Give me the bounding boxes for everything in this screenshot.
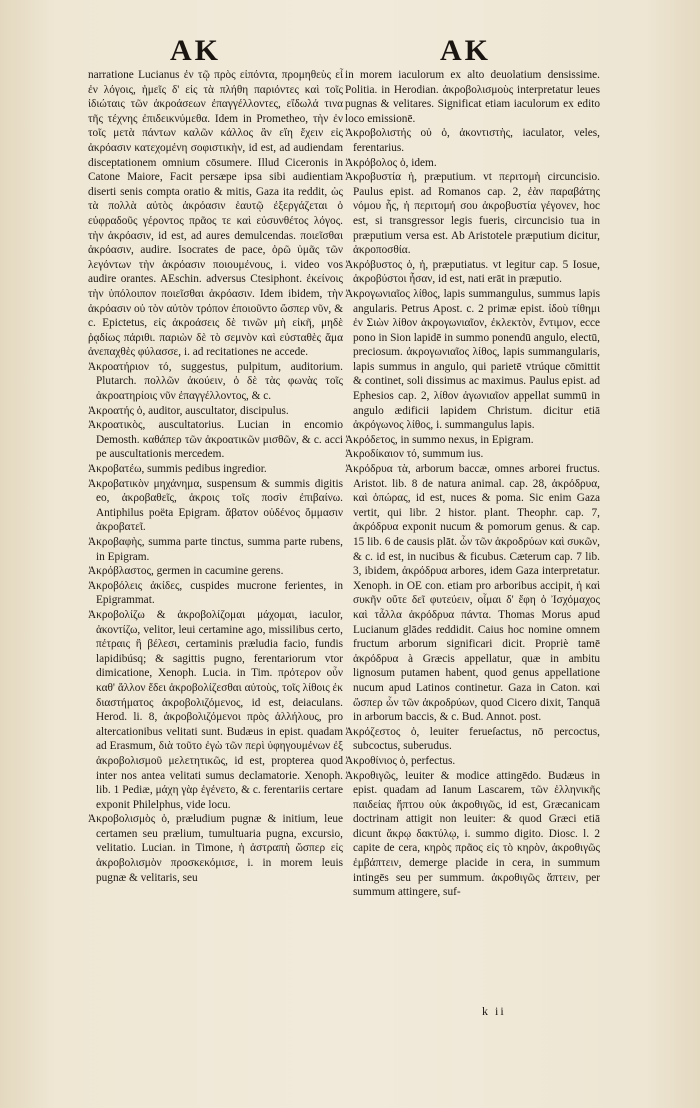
entry: Ἀκροβολιστής οὐ ὁ, ἀκοντιστὴς, iaculator, veles, ferentarius. bbox=[345, 127, 600, 154]
entry: Ἀκρόδρυα τὰ, arborum baccæ, omnes arborei fructus. Aristot. lib. 8 de natura animal. cap. 28, ἀκρόδρυα, καὶ ὀπώρας, id est, nuces & poma. Sic enim Gaza vertit, qui libr. 2 histor. plant. Theophr. cap. 7, ἀκρόδρυα exponit nucum & pomorum genus. & cap. 15 lib. 6 de causis plāt. ὧν τῶν ἀκροδρύων καὶ συκῶν, & c. id est, in nucibus & ficubus. Cæterum cap. 7 lib. 3, ibidem, ἀκρόδρυα arbores, idem Gaza interpretatur. Xenoph. in OE con. etiam pro arboribus accipit, ἡ καὶ συκῆν οὔτε δεῖ φυτεύειν, οἶμαι δ' ἔφη ὁ Ἰσχόμαχος καὶ τἆλλα ἀκρόδρυα πάντα. Thomas Morus apud Lucianum glādes reddidit. Caius hoc nomine omnem fructum arborum significari dicit. Propriè tamē ἀκρόδρυα à Græcis appellatur, quæ in ambitu lignosum putamen habent, quod genus appellatione nucum apud Latinos continetur. Gaza in Caton. καὶ ὥσπερ ὧν τῶν ἀκροδρύων, quod Cicero dixit, Tanquā in arborum baccis, & c. Bud. Annot. post. bbox=[345, 463, 600, 724]
entry: Ἀκροβολισμὸς ὁ, præludium pugnæ & initium, leue certamen seu prælium, tumultuaria pugna, excursio, velitatio. Lucian. in Timone, ἡ ἀστραπὴ ὥσπερ εἰς ἀκροβολισμὸν προσκεκόμισε, i. in morem leuis pugnæ & velitaris, seu bbox=[88, 813, 343, 884]
entry: Ἀκρόβλαστος, germen in cacumine gerens. bbox=[88, 565, 284, 578]
entry: Ἀκροατής ὁ, auditor, auscultator, discipulus. bbox=[88, 404, 289, 417]
entry: Ἀκροβατικὸν μηχάνημα, suspensum & summis digitis eo, ἀκροβαθεῖς, ἀκροις τοῖς ποσὶν ἐπιβαίνω. Antiphilus poëta Epigram. ἄβατον οὐδένος ὄμμασιν ἀκροβατεῖ. bbox=[88, 477, 343, 534]
entry: Ἀκροβολίζω & ἀκροβολίζομαι μάχομαι, iaculor, ἀκοντίζω, velitor, leui certamine ago, missilibus certo, πέτραις ἢ βέλεσι, certaminis præludia facio, fundis lapidibúsq; & sagittis pugno, ferentariorum vtor dimicatione, Xenoph. Lucia. in Tim. πρότερον οὖν καθ' ἄλλον ἔδει ἀκροβολίζεσθαι αὐτοὺς, τοῖς λίθοις ἐκ διαστήματος ἀκροβολιζόμενος, id est, deiaculans. Herod. li. 8, ἀκροβολιζόμενοι πρὸς ἀλλήλους, pro altercationibus velitati sunt. Budæus in epist. quadam ad Erasmum, διὰ τοῦτο ἐγὼ τῶν περὶ ὑφηγουμένων ἐξ ἀκροβολισμοῦ μελετητικῶς, id est, propterea quod inter nos antea velitati sumus declamatorie. Xenoph. lib. 1 Pediæ, μάχη γὰρ ἐγένετο, & c. ferentariis certare exponit Philelphus, vide locu. bbox=[88, 608, 343, 811]
entry: Ἀκρόβολος ὁ, idem. bbox=[345, 156, 437, 169]
entry: Ἀκροβόλεις ἀκίδες, cuspides mucrone ferientes, in Epigrammat. bbox=[88, 579, 343, 607]
entry: narratione Lucianus ἐν τῷ πρὸς εἰπόντα, προμηθεὺς εἶ ἐν λόγοις, ἡμεῖς δ' εἰς τὰ πλήθη παριόντες καὶ τοῖς ἰδιώταις τῶν ἀκροάσεων ἐπαγγέλλοντες, εἴδωλά τινα τῆς τέχνης ἐπιδεικνύμεθα. Idem in Prometheo, τὴν ἐν τοῖς μετὰ πάντων καλῶν κάλλος ἂν εἴη ἔχειν εἰς ἀκρόασιν κατεχομένη σοφιστικὴν, id est, ad audiendam disceptationem omnium cōsumere. Illud Ciceronis in Catone Maiore, Facit persæpe ipsa sibi audientiam diserti senis compta oratio & mitis, Gaza ita reddit, ὡς τὰ πολλὰ αὐτὸς ἀκρόασιν ἑαυτῷ ἐξεργάζεται ὁ εὐφραδοῦς γέροντος πρᾶος τε καὶ εὐσυνθέτος λόγος. τὴν ἀκρόασιν, id est, ad aures demulcendas. ποιεῖσθαι ἀκρόασιν, audire. Isocrates de pace, ὁρῶ ὑμᾶς τῶν λεγόντων τὴν ἀκρόασιν ποιουμένους, i. video vos audire orantes. AEschin. adversus Ctesiphont. ἐκείνοις τὴν ὑπόλοιπον ποιεῖσθαι ἀκρόασιν. Idem ibidem, τὴν ἀκρόασιν οὐ τὸν αὐτὸν τρόπον ἐποιοῦντο ὥσπερ νῦν, & c. Epictetus, εἰς ἀκροάσεις δὲ τινῶν μὴ εἰκῆ, μηδὲ ῥᾳδίως πάριθι. παριὼν δὲ τὸ σεμνὸν καὶ εὐσταθὲς ἅμα ἀνεπαχθὲς φύλασσε, i. ad recitationes ne accede. bbox=[88, 69, 343, 359]
entry: Ἀκροατήριον τό, suggestus, pulpitum, auditorium. Plutarch. πολλῶν ἀκούειν, ὁ δὲ τὰς φωνὰς τοῖς ἀκροατηρίοις νῦν ἐπαγγέλλοντος, & c. bbox=[88, 360, 343, 403]
entry: Ἀκροθίνιος ὁ, perfectus. bbox=[345, 754, 456, 767]
entry: Ἀκρόβυστος ὁ, ἡ, præputiatus. vt legitur cap. 5 Iosue, ἀκροβύστοι ἦσαν, id est, nati erāt in præputio. bbox=[345, 258, 600, 286]
entry: Ἀκροθιγῶς, leuiter & modice attingēdo. Budæus in epist. quadam ad Ianum Lascarem, τῶν ἑλληνικῆς παιδείας ἥπτου οὐκ ἀκροθιγῶς, id est, Græcanicam doctrinam attigit non leuiter: & quod Græci etiā dicunt ἄκρῳ δακτύλῳ, i. summo digito. Diosc. l. 2 capite de cera, κηρὸς πρᾶος εἰς τὸ κηρὸν, ἀκροθιγῶς ἐμβάπτειν, demerge placide in cera, in summum intingēs seu per summum. ἀκροθιγῶς ἅπτειν, per summum attingere, suf- bbox=[345, 769, 600, 899]
column-gutter bbox=[338, 68, 339, 998]
signature-mark: k ii bbox=[482, 1004, 506, 1018]
running-head-left: AK bbox=[170, 34, 221, 67]
right-column bbox=[345, 68, 600, 900]
left-column bbox=[88, 68, 343, 885]
entry: Ἀκροατικὸς, auscultatorius. Lucian in encomio Demosth. καθάπερ τῶν ἀκροατικῶν μισθῶν, & c. acci pe auscultationis mercedem. bbox=[88, 419, 343, 461]
entry: Ἀκρόδετος, in summo nexus, in Epigram. bbox=[345, 433, 534, 446]
entry: Ἀκροβυστία ἡ, præputium. vt περιτομὴ circuncisio. Paulus epist. ad Romanos cap. 2, ἐὰν παραβάτης νόμου ἧς, ἡ περιτομή σου ἀκροβυστία γέγονεν, hoc est, si transgressor legis fueris, circuncisio tua in præputium versa est. Ab Aristotele præputium dicitur, ἀκροποσθία. bbox=[345, 171, 600, 257]
entry: Ἀκρόζεστος ὁ, leuiter ferueſactus, nō percoctus, subcoctus, suberudus. bbox=[345, 725, 600, 753]
entry: Ἀκροδίκαιον τό, summum ius. bbox=[345, 448, 484, 461]
running-head-right: AK bbox=[440, 34, 491, 67]
entry: Ἀκροβατέω, summis pedibus ingredior. bbox=[88, 463, 267, 476]
entry: Ἀκροβαφὴς, summa parte tinctus, summa parte rubens, in Epigram. bbox=[88, 536, 343, 563]
entry: Ἀκρογωνιαῖος λίθος, lapis summangulus, summus lapis angularis. Petrus Apost. c. 2 primæ epist. ἰδοὺ τίθημι ἐν Σιὼν λίθον ἀκρογωνιαῖον, ἐκλεκτὸν, ἔντιμον, ecce pono in Sion lapidē in summo ponendū angulo, electū, preciosum. ἀκρογωνιαῖος λίθος, lapis summangularis, lapis summus in angulo, qui parietē vtrúque cōmittit & continet, soli dissimus ac maximus. Paulus epist. ad Ephesios cap. 2, λίθον ἀγωνιαῖον appellat summū in angulo ædificii lapidem Christum. dicitur etiā ἀκρόγωνος λίθος, i. summangulus lapis. bbox=[345, 287, 600, 432]
entry: in morem iaculorum ex alto deuolatium densissime. Politia. in Herodian. ἀκροβολισμοὺς interpretatur leues pugnas & velitares. Significat etiam iaculorum ex edito loco emissionē. bbox=[345, 69, 600, 125]
